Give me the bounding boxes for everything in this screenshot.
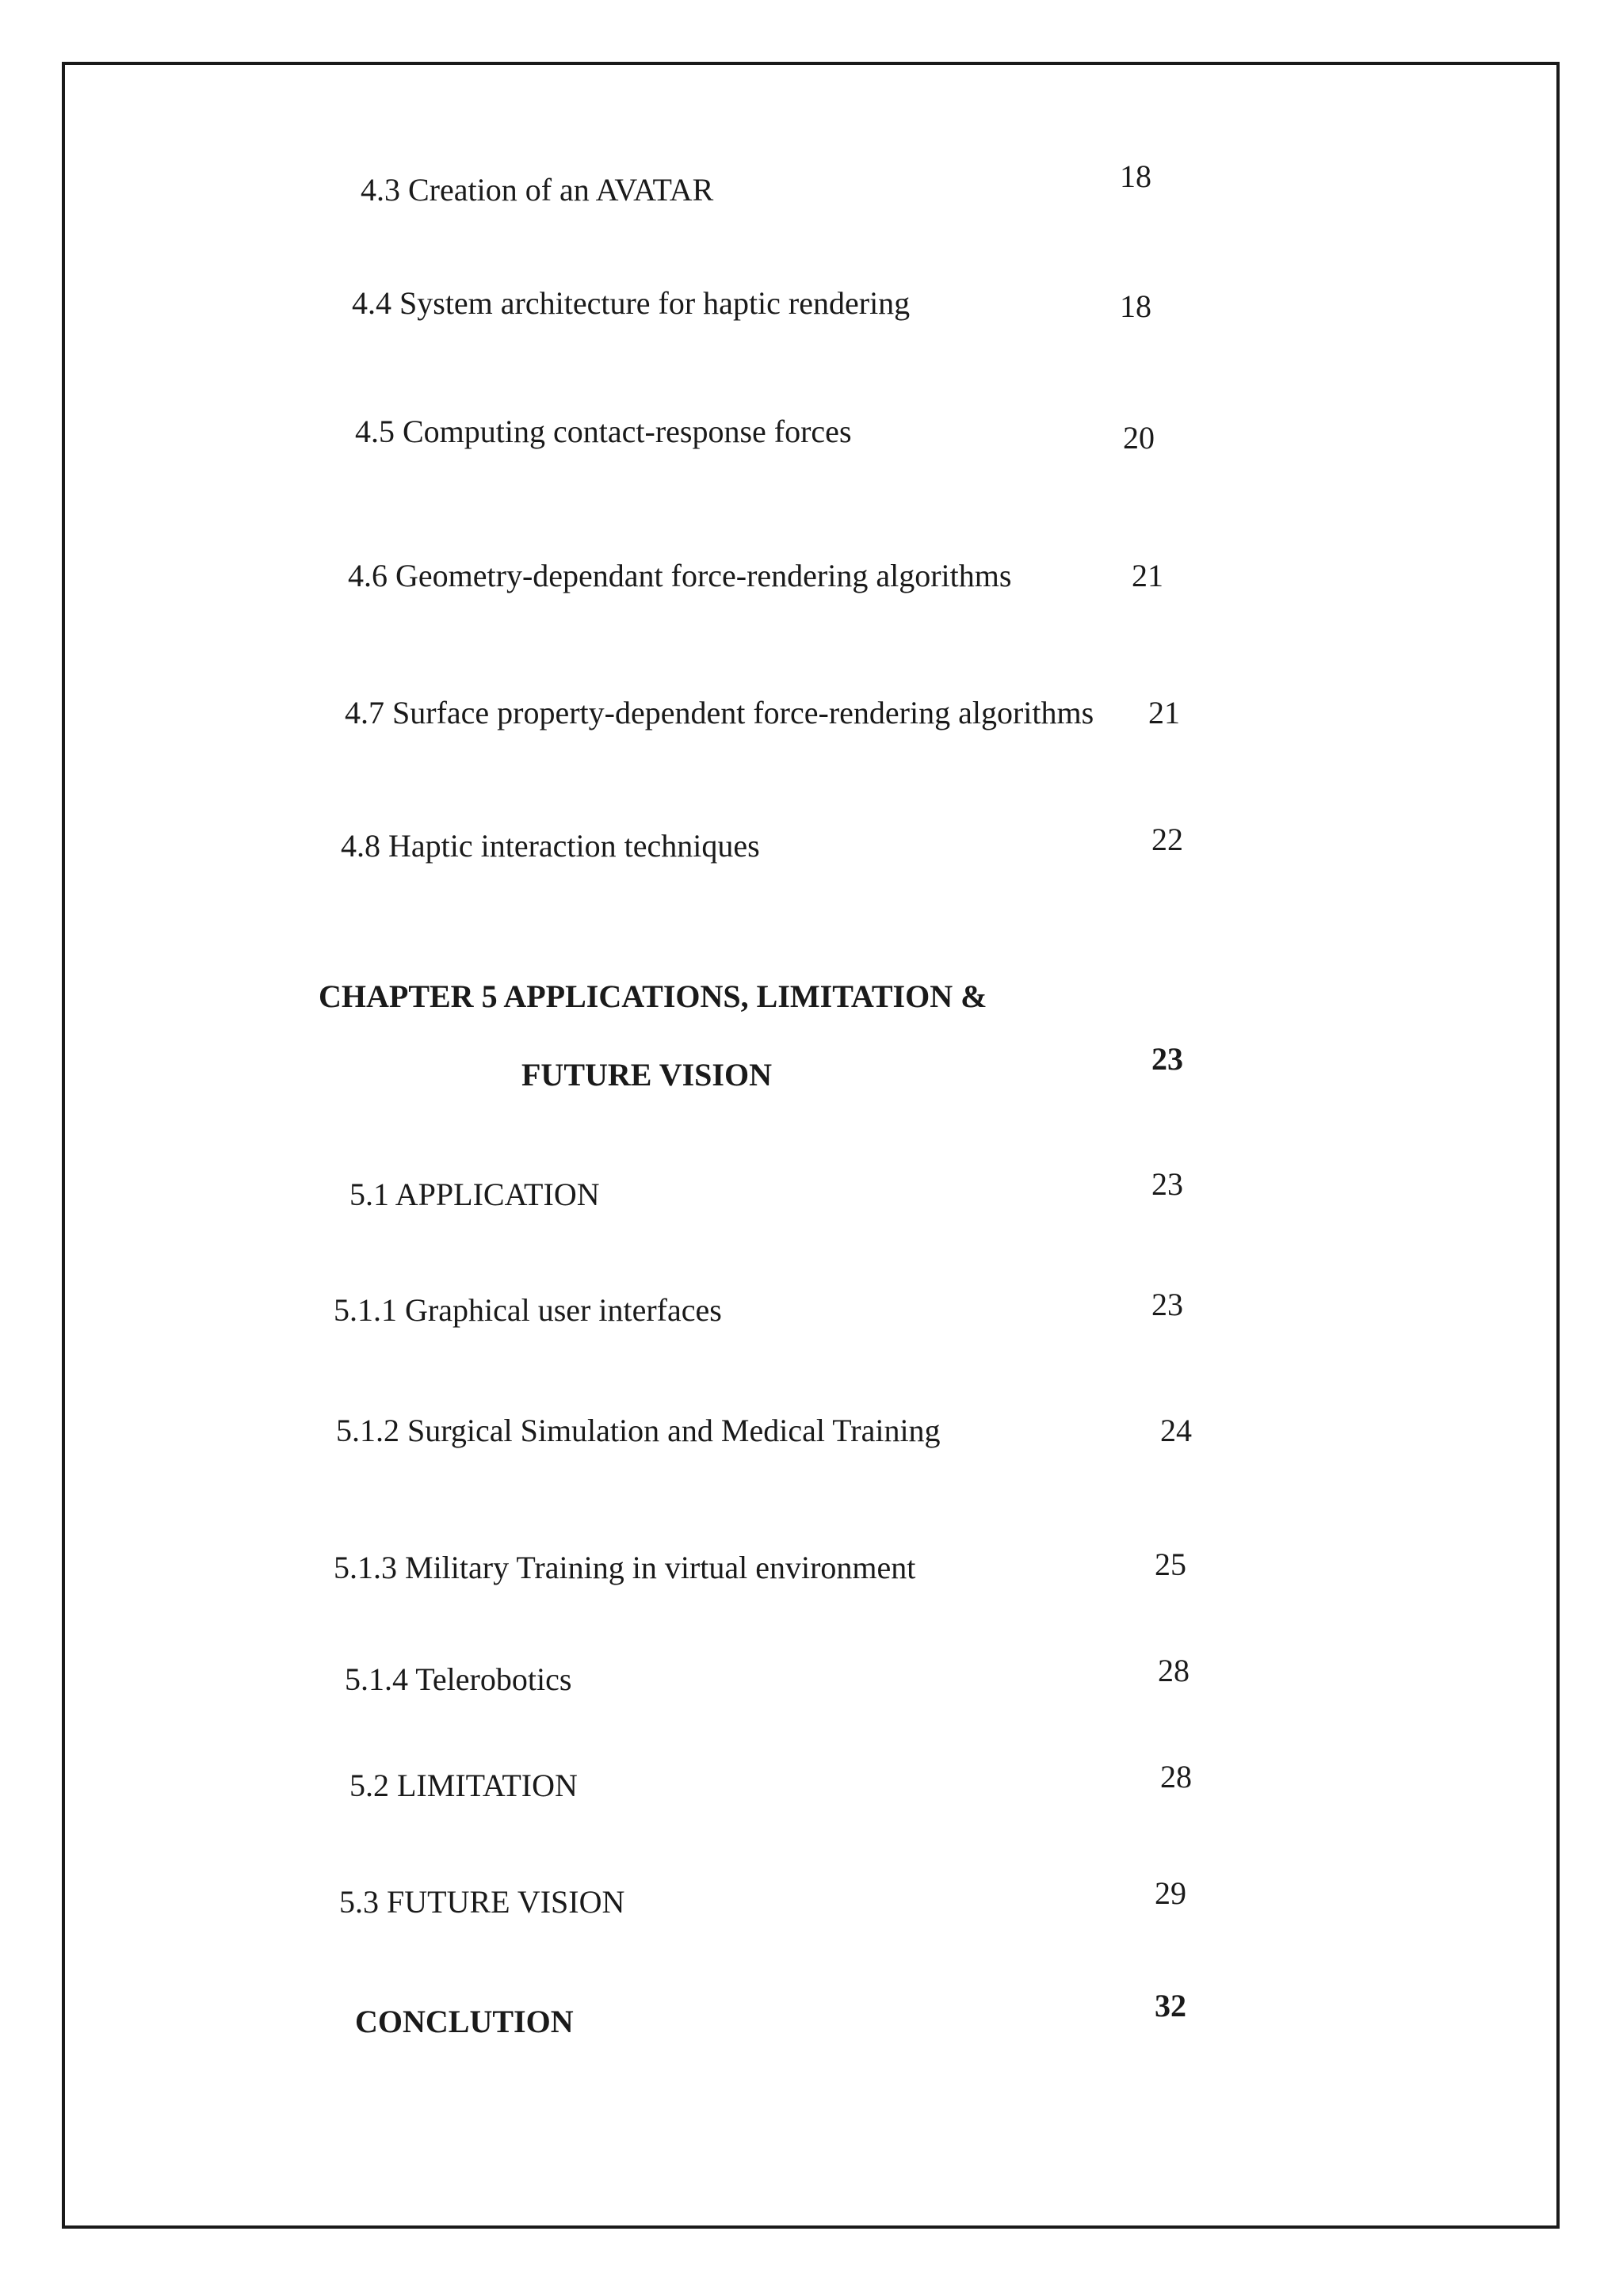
toc-entry-5-1-4-page: 28 [1158, 1653, 1190, 1688]
toc-entry-5-1-1-page: 23 [1151, 1287, 1183, 1322]
toc-entry-4-3-label: 4.3 Creation of an AVATAR [361, 172, 714, 208]
chapter-5-title-line2: FUTURE VISION [521, 1057, 772, 1093]
toc-entry-5-1-label: 5.1 APPLICATION [349, 1177, 600, 1212]
toc-entry-5-1-4-label: 5.1.4 Telerobotics [345, 1661, 572, 1697]
toc-entry-4-4-page: 18 [1120, 288, 1151, 324]
toc-entry-4-6-page: 21 [1132, 558, 1163, 593]
toc-entry-4-8-label: 4.8 Haptic interaction techniques [341, 828, 760, 864]
toc-entry-4-7-label: 4.7 Surface property-dependent force-rendering algorithms [345, 695, 1094, 730]
page-border [62, 62, 1560, 2229]
toc-entry-5-1-3-page: 25 [1155, 1547, 1186, 1582]
toc-conclusion-page: 32 [1155, 1988, 1186, 2023]
toc-entry-5-1-1-label: 5.1.1 Graphical user interfaces [334, 1292, 722, 1328]
toc-entry-4-7-page: 21 [1148, 695, 1180, 730]
toc-entry-4-8-page: 22 [1151, 822, 1183, 857]
chapter-5-title-line1: CHAPTER 5 APPLICATIONS, LIMITATION & [319, 978, 987, 1014]
toc-entry-5-2-page: 28 [1160, 1759, 1192, 1794]
chapter-5-page: 23 [1151, 1041, 1183, 1077]
toc-entry-4-5-label: 4.5 Computing contact-response forces [355, 414, 852, 449]
toc-entry-4-4-label: 4.4 System architecture for haptic rendering [352, 285, 911, 321]
toc-entry-5-1-2-page: 24 [1160, 1413, 1192, 1448]
toc-entry-4-3-page: 18 [1120, 158, 1151, 194]
toc-entry-5-3-label: 5.3 FUTURE VISION [339, 1884, 625, 1920]
toc-entry-5-1-3-label: 5.1.3 Military Training in virtual environment [334, 1550, 916, 1585]
toc-entry-4-5-page: 20 [1123, 420, 1155, 456]
toc-entry-5-2-label: 5.2 LIMITATION [349, 1768, 578, 1803]
toc-entry-5-3-page: 29 [1155, 1875, 1186, 1911]
toc-conclusion-label: CONCLUTION [355, 2004, 574, 2039]
toc-entry-5-1-page: 23 [1151, 1166, 1183, 1202]
toc-entry-5-1-2-label: 5.1.2 Surgical Simulation and Medical Training [336, 1413, 941, 1448]
toc-entry-4-6-label: 4.6 Geometry-dependant force-rendering algorithms [348, 558, 1012, 593]
